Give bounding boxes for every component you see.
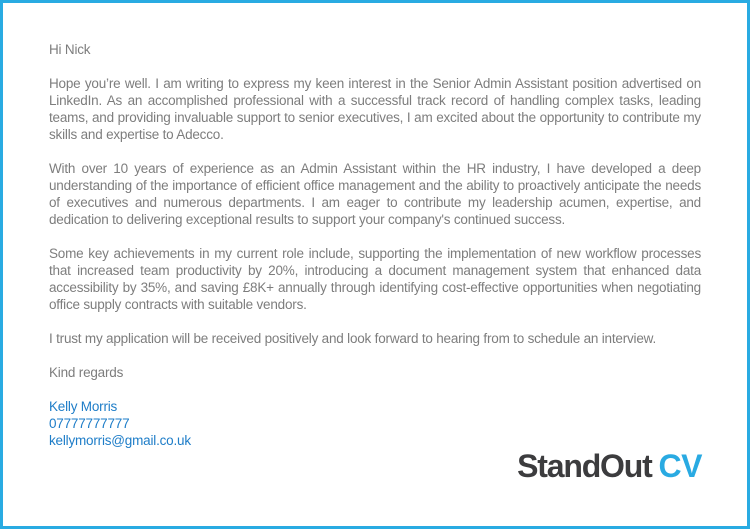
paragraph-achievements: Some key achievements in my current role include, supporting the implementation of new workflow processes that increased team productivity by 20%, introducing a document management system that enhanced data accessibility by 35%, and saving £8K+ annually through identifying cost-effective opportunities when negotiating office supply contracts with suitable vendors. <box>49 246 701 312</box>
logo-cv-text: CV <box>658 448 702 484</box>
logo-standout-text: StandOut <box>517 448 652 484</box>
signature-phone: 07777777777 <box>49 416 130 431</box>
closing-salutation: Kind regards <box>49 365 124 380</box>
signature-email: kellymorris@gmail.co.uk <box>49 433 191 448</box>
standoutcv-logo <box>517 448 702 485</box>
signature-name: Kelly Morris <box>49 399 118 414</box>
paragraph-experience: With over 10 years of experience as an Admin Assistant within the HR industry, I have developed a deep understanding of the importance of efficient office management and the ability to proactively anticipate the needs of executives and numerous departments. I am eager to contribute my leadership acumen, expertise, and dedication to delivering exceptional results to support your company's continued success. <box>49 161 701 227</box>
letter-body <box>49 41 701 449</box>
paragraph-intro: Hope you’re well. I am writing to express my keen interest in the Senior Admin Assistant position advertised on LinkedIn. As an accomplished professional with a successful track record of handling complex tasks, leading teams, and providing invaluable support to senior executives, I am excited about the opportunity to contribute my skills and expertise to Adecco. <box>49 76 701 142</box>
greeting: Hi Nick <box>49 42 91 57</box>
signature-block <box>49 398 701 449</box>
paragraph-outro: I trust my application will be received positively and look forward to hearing from to schedule an interview. <box>49 331 657 346</box>
